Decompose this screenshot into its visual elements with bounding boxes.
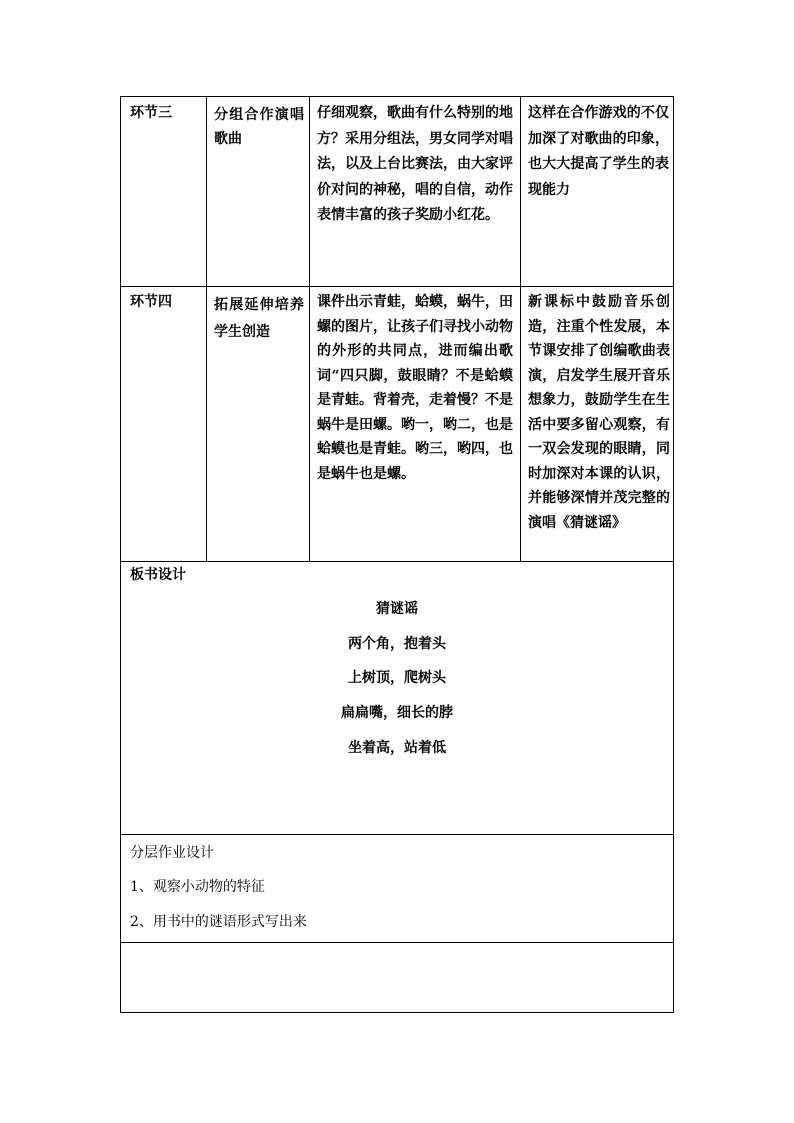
row1-intent: 这样在合作游戏的不仅加深了对歌曲的印象，也大大提高了学生的表现能力 [528,105,669,198]
homework-item-1: 1、观察小动物的特征 [130,879,265,895]
board-line-4: 扁扁嘴，细长的脖 [341,705,453,721]
homework-heading: 分层作业设计 [130,845,214,861]
row1-activity: 分组合作演唱歌曲 [214,107,304,147]
col-divider-1 [206,97,207,561]
row-divider-1 [121,286,673,287]
col-divider-2 [309,97,310,561]
row2-intent: 新课标中鼓励音乐创造，注重个性发展，本节课安排了创编歌曲表演，启发学生展开音乐想象力，鼓励学生在生活中要多留心观察，有一双会发现的眼睛，同时加深对本课的认识，并能够深情并茂完整的演唱《猜谜谣》 [528,294,670,531]
row2-activity: 拓展延伸培养学生创造 [214,297,304,340]
row2-content: 课件出示青蛙，蛤蟆，蜗牛，田螺的图片，让孩子们寻找小动物的外形的共同点，进而编出歌词“四只脚，鼓眼睛？不是蛤蟆是青蛙。背着壳，走着慢？不是蜗牛是田螺。哟一，哟二，也是蛤蟆也是青蛙。哟三，哟四，也是蜗牛也是螺。 [317,294,513,482]
col-divider-3 [520,97,521,561]
board-line-2: 两个角，抱着头 [348,636,446,652]
lesson-plan-table [120,96,674,1013]
board-heading: 板书设计 [130,567,186,583]
board-line-1: 猜谜谣 [376,601,418,617]
row1-content: 仔细观察，歌曲有什么特别的地方？采用分组法，男女同学对唱法，以及上台比赛法，由大家评价对问的神秘，唱的自信，动作表情丰富的孩子奖励小红花。 [317,105,513,223]
row1-stage: 环节三 [130,105,172,121]
homework-item-2: 2、用书中的谜语形式写出来 [130,914,307,930]
row2-stage: 环节四 [130,294,172,310]
row-divider-4 [121,942,673,943]
row-divider-2 [121,561,673,562]
board-line-3: 上树顶，爬树头 [348,670,446,686]
board-line-5: 坐着高，站着低 [348,740,446,756]
row-divider-3 [121,834,673,835]
